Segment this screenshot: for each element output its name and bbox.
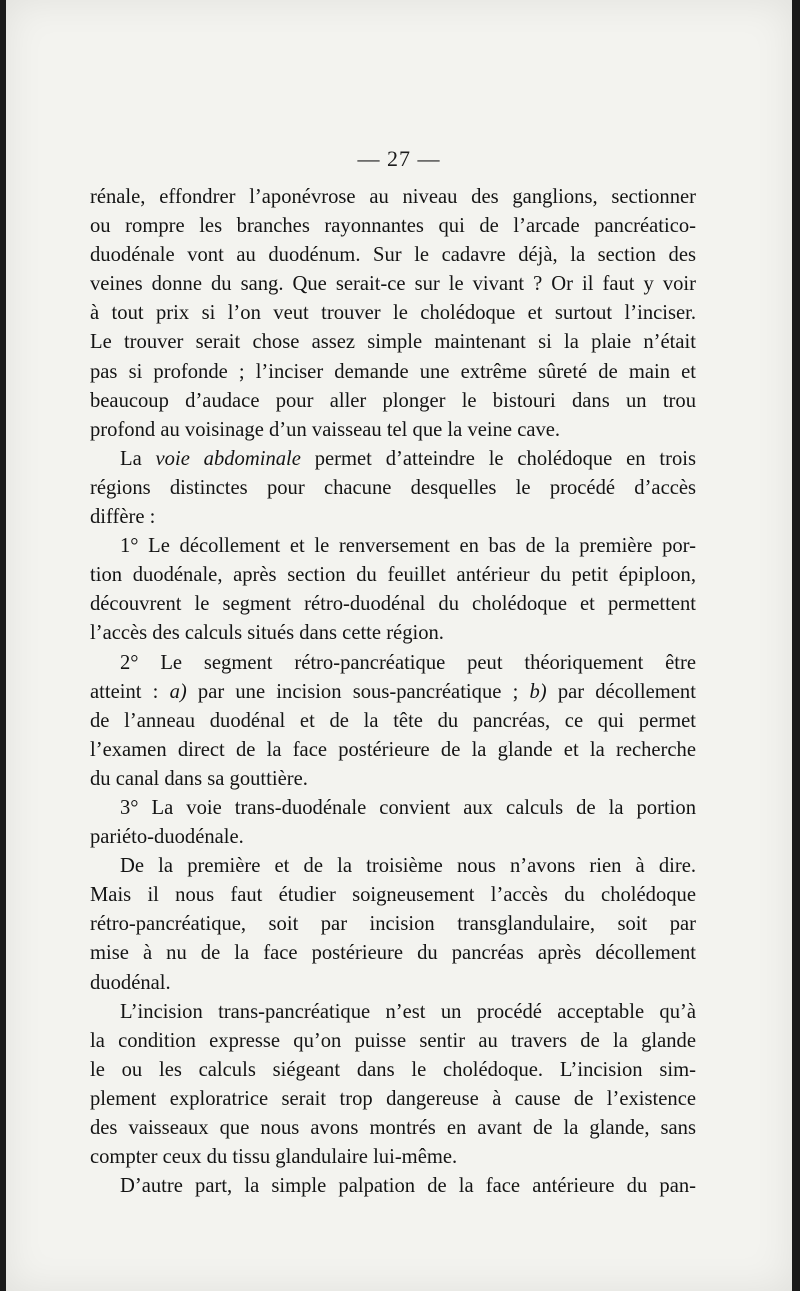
- text-line: régions distinctes pour chacune desquelles le procédé d’accès: [90, 476, 696, 499]
- italic-marker: b): [529, 680, 547, 703]
- text-line: [90, 445, 696, 474]
- text-line: des vaisseaux que nous avons montrés en avant de la glande, sans: [90, 1117, 696, 1139]
- italic-term: voie abdominale: [155, 447, 301, 470]
- text-line: tion duodénale, après section du feuillet antérieur du petit épiploon,: [90, 564, 696, 587]
- text-line: 3° La voie trans-duodénale convient aux calculs de la portion: [120, 796, 696, 819]
- text-line: le ou les calculs siégeant dans le cholédoque. L’incision sim-: [90, 1058, 696, 1081]
- text-line: 2° Le segment rétro-pancréatique peut théoriquement être: [120, 651, 696, 674]
- text-line: duodénal.: [90, 971, 171, 994]
- text-line: Mais il nous faut étudier soigneusement l’accès du cholédoque: [90, 884, 696, 907]
- text-line: pariéto-duodénale.: [90, 826, 244, 849]
- text-line: [90, 678, 696, 707]
- book-page: [6, 0, 792, 1291]
- italic-marker: a): [169, 680, 187, 703]
- text-line: De la première et de la troisième nous n’avons rien à dire.: [120, 855, 696, 878]
- page-number-header: — 27 —: [357, 146, 441, 171]
- text-line: l’accès des calculs situés dans cette région.: [90, 622, 444, 645]
- text-line: D’autre part, la simple palpation de la face antérieure du pan-: [120, 1175, 696, 1198]
- text-line: duodénale vont au duodénum. Sur le cadavre déjà, la section des: [90, 244, 696, 267]
- text-line: profond au voisinage d’un vaisseau tel que la veine cave.: [90, 418, 561, 441]
- text-line: l’examen direct de la face postérieure de la glande et la recherche: [90, 738, 696, 761]
- text-line: veines donne du sang. Que serait-ce sur le vivant ? Or il faut y voir: [90, 273, 696, 296]
- text-line: Le trouver serait chose assez simple maintenant si la plaie n’était: [90, 331, 696, 354]
- text-line: à tout prix si l’on veut trouver le cholédoque et surtout l’inciser.: [90, 302, 696, 325]
- text-fragment: La: [120, 447, 142, 470]
- text-line: pas si profonde ; l’inciser demande une extrême sûreté de main et: [90, 360, 696, 383]
- text-line: beaucoup d’audace pour aller plonger le bistouri dans un trou: [90, 389, 696, 412]
- text-line: rénale, effondrer l’aponévrose au niveau des ganglions, sectionner: [90, 186, 696, 208]
- text-fragment: par une incision sous-pancréatique ;: [197, 680, 519, 703]
- text-fragment: par décollement: [557, 680, 696, 703]
- text-line: L’incision trans-pancréatique n’est un procédé acceptable qu’à: [120, 1000, 696, 1023]
- text-fragment: permet d’atteindre le cholédoque en trois: [314, 447, 696, 470]
- text-line: plement exploratrice serait trop dangereuse à cause de l’existence: [90, 1087, 696, 1110]
- text-line: ou rompre les branches rayonnantes qui de l’arcade pancréatico-: [90, 215, 696, 238]
- text-line: rétro-pancréatique, soit par incision transglandulaire, soit par: [90, 913, 696, 936]
- text-line: de l’anneau duodénal et de la tête du pancréas, ce qui permet: [90, 709, 696, 732]
- text-line: du canal dans sa gouttière.: [90, 767, 308, 790]
- text-line: diffère :: [90, 506, 156, 529]
- text-line: mise à nu de la face postérieure du pancréas après décollement: [90, 942, 696, 965]
- text-line: découvrent le segment rétro-duodénal du cholédoque et permettent: [90, 593, 696, 616]
- text-line: compter ceux du tissu glandulaire lui-même.: [90, 1146, 458, 1169]
- text-line: 1° Le décollement et le renversement en bas de la première por-: [120, 535, 696, 558]
- text-line: la condition expresse qu’on puisse sentir au travers de la glande: [90, 1029, 696, 1052]
- body-text: [90, 183, 696, 1201]
- text-fragment: atteint :: [90, 680, 159, 703]
